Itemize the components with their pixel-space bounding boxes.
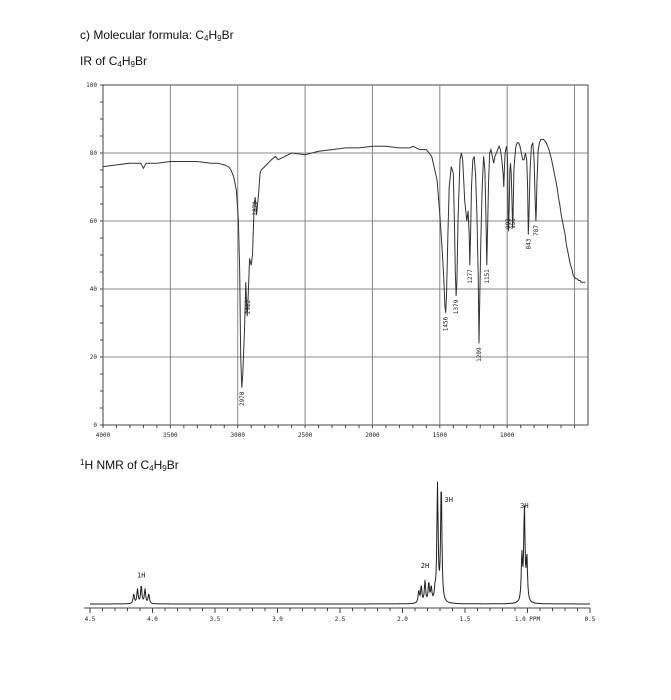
question-prefix: c) Molecular formula: <box>80 28 196 42</box>
ir-peak-label: 1277 <box>466 269 474 284</box>
nmr-x-tick-label: 3.5 <box>209 616 221 623</box>
ir-peak-label: 1456 <box>442 316 450 332</box>
ir-x-tick-label: 1500 <box>432 432 448 439</box>
ir-y-tick-label: 0 <box>93 422 97 429</box>
ir-peak-label: 843 <box>525 238 533 250</box>
ir-peak-label: 787 <box>532 225 540 236</box>
ir-peak-label: 2870 <box>252 201 260 216</box>
ir-formula-c-count: 4 <box>117 60 122 69</box>
nmr-formula-h-count: 9 <box>162 464 167 473</box>
nmr-isotope-superscript: 1 <box>80 458 85 467</box>
nmr-integration-label: 3H <box>520 502 529 510</box>
ir-formula-h: H <box>121 54 131 68</box>
nmr-integration-label: 1H <box>137 571 146 580</box>
ir-y-tick-label: 80 <box>89 150 97 157</box>
ir-formula-c: C <box>108 54 118 68</box>
ir-x-tick-label: 3000 <box>230 432 245 439</box>
nmr-x-tick-label: 4.0 <box>147 616 158 623</box>
ir-y-tick-label: 20 <box>89 354 97 361</box>
nmr-label-text: H NMR of <box>84 458 141 472</box>
nmr-x-tick-label: 3.0 <box>272 616 283 623</box>
ir-y-tick-label: 60 <box>89 218 97 225</box>
nmr-x-tick-label: 2.0 <box>397 616 408 623</box>
nmr-x-tick-label: 4.5 <box>84 616 96 623</box>
formula-c-count: 4 <box>204 34 209 43</box>
ir-x-tick-label: 4000 <box>95 432 111 439</box>
formula-h: H <box>208 28 218 42</box>
nmr-integration-label: 2H <box>420 562 430 570</box>
ir-peak-label: 1151 <box>483 269 491 284</box>
formula-h-count: 9 <box>217 34 222 43</box>
ir-y-tick-label: 100 <box>86 82 97 89</box>
nmr-x-tick-label: 2.5 <box>334 616 346 623</box>
nmr-x-tick-label: 1.0 PPM <box>514 616 541 623</box>
nmr-integration-label: 3H <box>444 496 453 504</box>
ir-x-tick-label: 3500 <box>163 432 178 439</box>
ir-label-prefix: IR of <box>80 54 109 68</box>
nmr-x-tick-label: 1.5 <box>459 616 471 623</box>
ir-x-tick-label: 1000 <box>499 432 515 439</box>
ir-peak-label: 993 <box>505 218 513 230</box>
ir-peak-label: 956 <box>510 218 518 230</box>
formula-c: C <box>195 28 205 42</box>
ir-x-tick-label: 2000 <box>365 432 380 439</box>
ir-formula-br: Br <box>134 54 147 68</box>
ir-peak-label: 2970 <box>238 391 246 407</box>
ir-formula-h-count: 9 <box>130 60 135 69</box>
nmr-formula-br: Br <box>166 458 179 472</box>
nmr-spectrum-line <box>90 482 590 604</box>
nmr-x-tick-label: 0.5 <box>584 616 596 623</box>
formula-br: Br <box>221 28 234 42</box>
ir-peak-label: 1379 <box>453 299 461 315</box>
nmr-formula-c-count: 4 <box>149 464 154 473</box>
ir-x-tick-label: 2500 <box>297 432 313 439</box>
nmr-formula-h: H <box>153 458 163 472</box>
ir-y-tick-label: 40 <box>89 286 97 293</box>
ir-peak-label: 2922 <box>245 299 253 315</box>
ir-peak-label: 1209 <box>476 347 483 362</box>
nmr-formula-c: C <box>140 458 150 472</box>
